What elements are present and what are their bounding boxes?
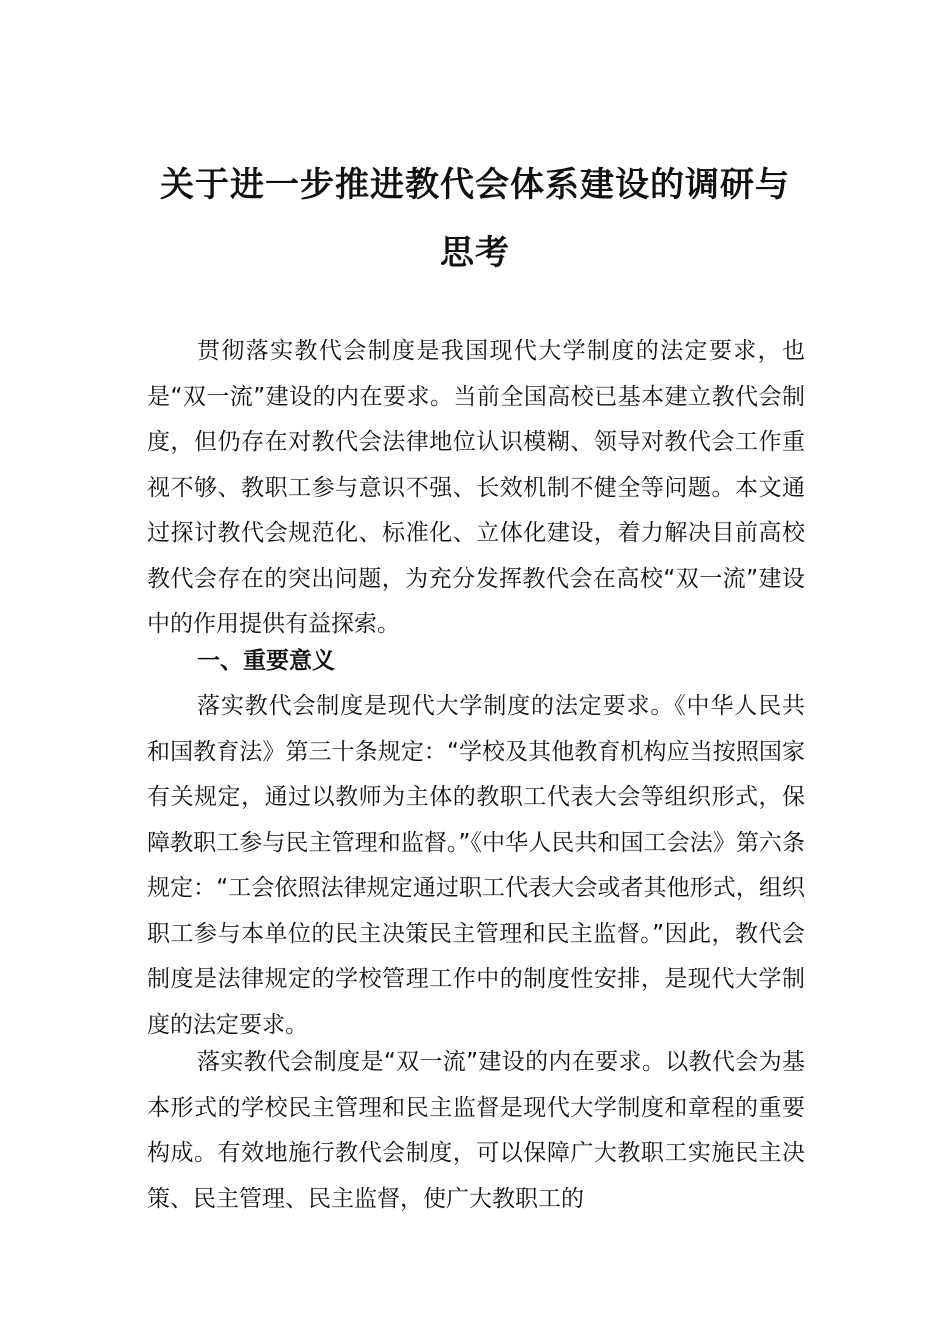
section-paragraph-1: 落实教代会制度是现代大学制度的法定要求。《中华人民共和国教育法》第三十条规定：“学校及其他教育机构应当按照国家有关规定，通过以教师为主体的教职工代表大会等组织形式，保障教职工参与民主管理和监督。”《中华人民共和国工会法》第六条规定：“工会依照法律规定通过职工代表大会或者其他形式，组织职工参与本单位的民主决策民主管理和民主监督。”因此，教代会制度是法律规定的学校管理工作中的制度性安排，是现代大学制度的法定要求。 [147, 693, 805, 1038]
section-paragraph-2: 落实教代会制度是“双一流”建设的内在要求。以教代会为基本形式的学校民主管理和民主监督是现代大学制度和章程的重要构成。有效地施行教代会制度，可以保障广大教职工实施民主决策、民主管理、民主监督，使广大教职工的 [147, 1049, 805, 1212]
document-title-line-2: 思考 [440, 233, 510, 273]
section-heading-significance: 一、重要意义 [197, 648, 335, 674]
intro-paragraph: 贯彻落实教代会制度是我国现代大学制度的法定要求，也是“双一流”建设的内在要求。当前全国高校已基本建立教代会制度，但仍存在对教代会法律地位认识模糊、领导对教代会工作重视不够、教职工参与意识不强、长效机制不健全等问题。本文通过探讨教代会规范化、标准化、立体化建设，着力解决目前高校教代会存在的突出问题，为充分发挥教代会在高校“双一流”建设中的作用提供有益探索。 [147, 338, 805, 637]
document-title-line-1: 关于进一步推进教代会体系建设的调研与 [160, 165, 790, 205]
